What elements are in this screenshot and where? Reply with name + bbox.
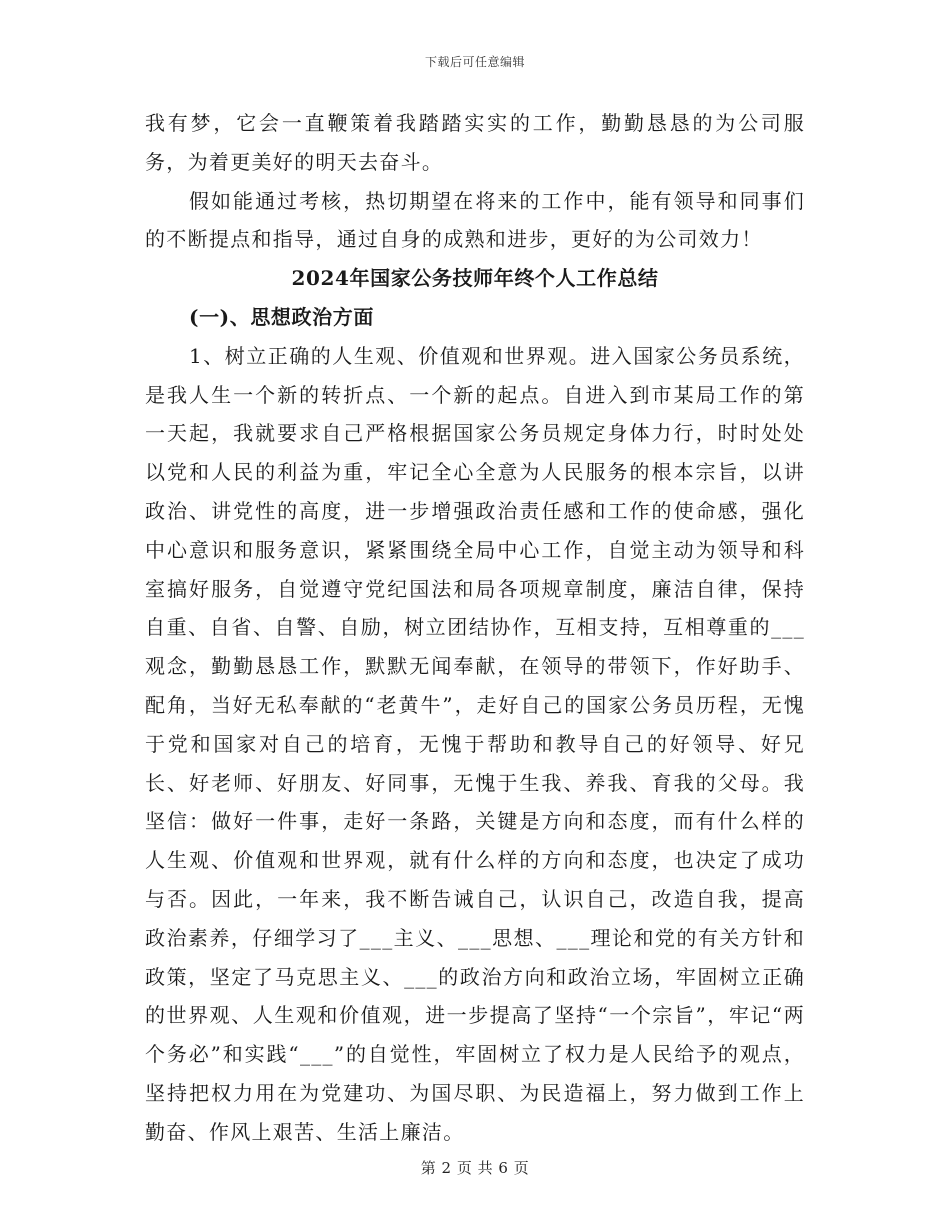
document-title: 2024年国家公务技师年终个人工作总结 (291, 266, 659, 291)
page-footer: 第 2 页 共 6 页 (420, 1159, 530, 1177)
section-heading: (一)、思想政治方面 (189, 304, 374, 329)
document-body (145, 104, 805, 1152)
paragraph-dream: 我有梦，它会一直鞭策着我踏踏实实的工作，勤勤恳恳的为公司服务，为着更美好的明天去奋斗。 (145, 111, 805, 174)
paragraph-worldview: 1、树立正确的人生观、价值观和世界观。进入国家公务员系统，是我人生一个新的转折点、一个新的起点。自进入到市某局工作的第一天起，我就要求自己严格根据国家公务员规定身体力行，时时处处以党和人民的利益为重，牢记全心全意为人民服务的根本宗旨，以讲政治、讲党性的高度，进一步增强政治责任感和工作的使命感，强化中心意识和服务意识，紧紧围绕全局中心工作，自觉主动为领导和科室搞好服务，自觉遵守党纪国法和局各项规章制度，廉洁自律，保持自重、自省、自警、自励，树立团结协作，互相支持，互相尊重的___观念，勤勤恳恳工作，默默无闻奉献，在领导的带领下，作好助手、配角，当好无私奉献的“老黄牛”，走好自己的国家公务员历程，无愧于党和国家对自己的培育，无愧于帮助和教导自己的好领导、好兄长、好老师、好朋友、好同事，无愧于生我、养我、育我的父母。我坚信：做好一件事，走好一条路，关键是方向和态度，而有什么样的人生观、价值观和世界观，就有什么样的方向和态度，也决定了成功与否。因此，一年来，我不断告诫自己，认识自己，改造自我，提高政治素养，仔细学习了___主义、___思想、___理论和党的有关方针和政策，坚定了马克思主义、___的政治方向和政治立场，牢固树立正确的世界观、人生观和价值观，进一步提高了坚持“一个宗旨”，牢记“两个务必”和实践“___”的自觉性，牢固树立了权力是人民给予的观点，坚持把权力用在为党建功、为国尽职、为民造福上，努力做到工作上勤奋、作风上艰苦、生活上廉洁。 (145, 343, 805, 1144)
paragraph-assessment: 假如能通过考核，热切期望在将来的工作中，能有领导和同事们的不断提点和指导，通过自身的成熟和进步，更好的为公司效力！ (145, 188, 805, 252)
header-note: 下载后可任意编辑 (424, 55, 525, 69)
